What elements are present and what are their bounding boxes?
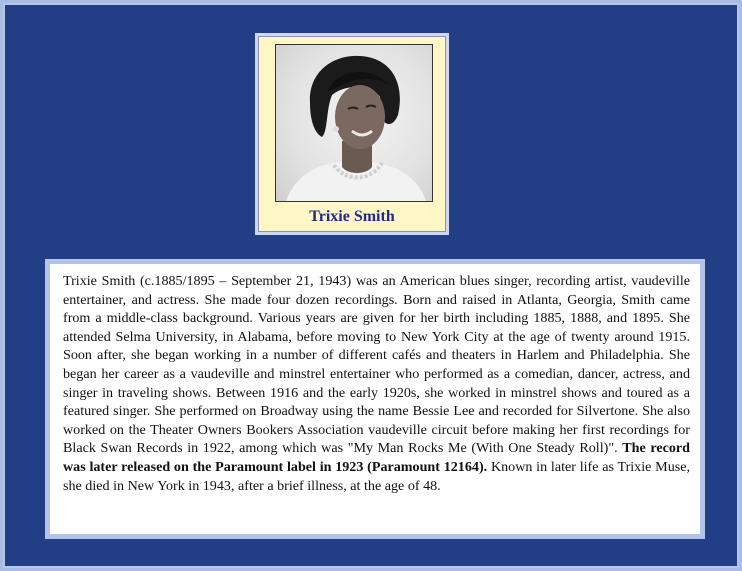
portrait-photo [275, 44, 433, 202]
page-frame [3, 3, 739, 568]
biography-text [63, 272, 690, 495]
portrait-caption: Trixie Smith [309, 208, 395, 225]
biography-box [45, 259, 705, 539]
portrait-card [255, 33, 449, 235]
bio-intro: Trixie Smith (c.1885/1895 – September 21, 1943) was an American blues singer, recording artist, vaudeville entertainer, and actress. She made four dozen recordings. Born and raised in Atlanta, Georgia, Smith came from a middle-class background. Various years are given for her birth including 1885, 1888, and 1895. She attended Selma University, in Alabama, before moving to New York City at the age of twenty around 1915. Soon after, she began working in a number of different cafés and theaters in Harlem and Philadelphia. She began her career as a vaudeville and minstrel entertainer who performed as a comedian, dancer, actress, and singer in traveling shows. Between 1916 and the early 1920s, she worked in minstrel shows and toured as a featured singer. She performed on Broadway using the name Bessie Lee and recorded for Silvertone. She also worked on the Theater Owners Bookers Association vaudeville circuit before making her first recordings for Black Swan Records in 1922, among which was "My Man Rocks Me (With One Steady Roll)". [63, 273, 690, 457]
portrait-illustration [276, 45, 432, 201]
bio-highlight: The record was later released on the Paramount label in 1923 (Paramount 12164). [63, 440, 690, 475]
bio-outro: Known in later life as Trixie Muse, she died in New York in 1943, after a brief illness, at the age of 48. [63, 458, 691, 494]
